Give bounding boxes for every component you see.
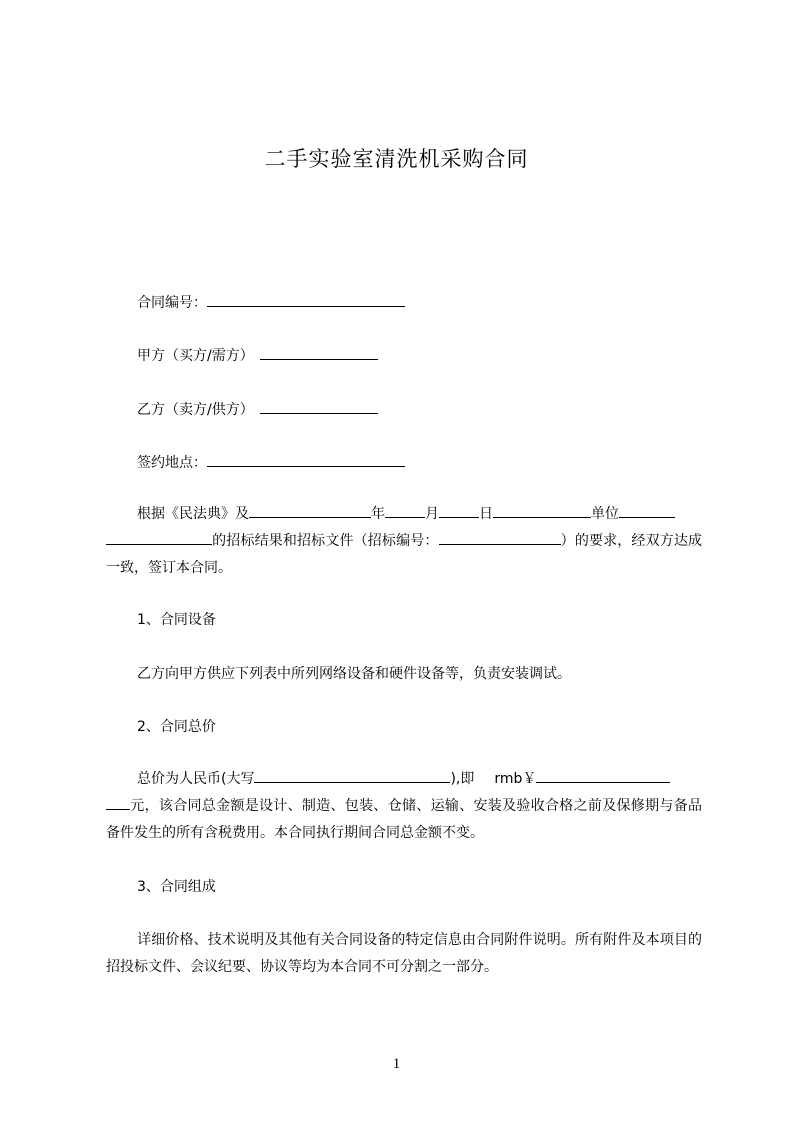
contract-number-label: 合同编号： [137,295,207,311]
blank [493,503,591,518]
sign-place-blank [207,452,405,467]
blank [439,503,479,518]
day-label: 日 [479,506,493,522]
unit-label: 单位 [591,506,619,522]
sign-place-line [137,452,405,473]
party-a-blank [260,345,378,360]
page-number: 1 [392,1056,401,1072]
tender-number-blank [439,530,561,545]
document-title: 二手实验室清洗机采购合同 [264,147,529,171]
blank [249,503,371,518]
blank [619,503,675,518]
price-paragraph [106,766,702,847]
basis-text-1: 根据《民法典》及 [137,506,249,522]
composition-paragraph [106,927,702,981]
basis-paragraph [106,501,702,582]
contract-number-line [137,292,405,313]
contract-number-blank [207,292,405,307]
section-1-title: 1、合同设备 [137,612,216,628]
composition-text: 详细价格、技术说明及其他有关合同设备的特定信息由合同附件说明。所有附件及本项目的招投标文件、会议纪要、协议等均为本合同不可分割之一部分。 [106,932,702,975]
blank [106,530,212,545]
price-number-blank [536,768,670,783]
basis-text-2: 的招标结果和招标文件（招标编号： [212,533,439,549]
year-label: 年 [371,506,385,522]
section-2-title: 2、合同总价 [137,719,216,735]
blank [385,503,425,518]
sign-place-label: 签约地点： [137,455,207,471]
month-label: 月 [425,506,439,522]
basis-text-3: ）的要求，经双方达成一致，签订本合同。 [106,533,703,576]
blank [106,795,130,810]
rmb-label: rmb￥ [494,771,537,787]
party-b-blank [260,399,378,414]
party-a-line [137,345,378,366]
party-b-line [137,399,378,420]
party-a-label: 甲方（买方/需方） [137,348,254,364]
price-text-2: ),即 [450,771,475,787]
party-b-label: 乙方（卖方/供方） [137,402,254,418]
section-1-body: 乙方向甲方供应下列表中所列网络设备和硬件设备等，负责安装调试。 [137,666,571,682]
section-3-title: 3、合同组成 [137,879,216,895]
price-text-3: 元，该合同总金额是设计、制造、包装、仓储、运输、安装及验收合格之前及保修期与备品备件发生的所有含税费用。本合同执行期间合同总金额不变。 [106,798,702,841]
price-text-1: 总价为人民币(大写 [137,771,255,787]
price-words-blank [254,768,450,783]
